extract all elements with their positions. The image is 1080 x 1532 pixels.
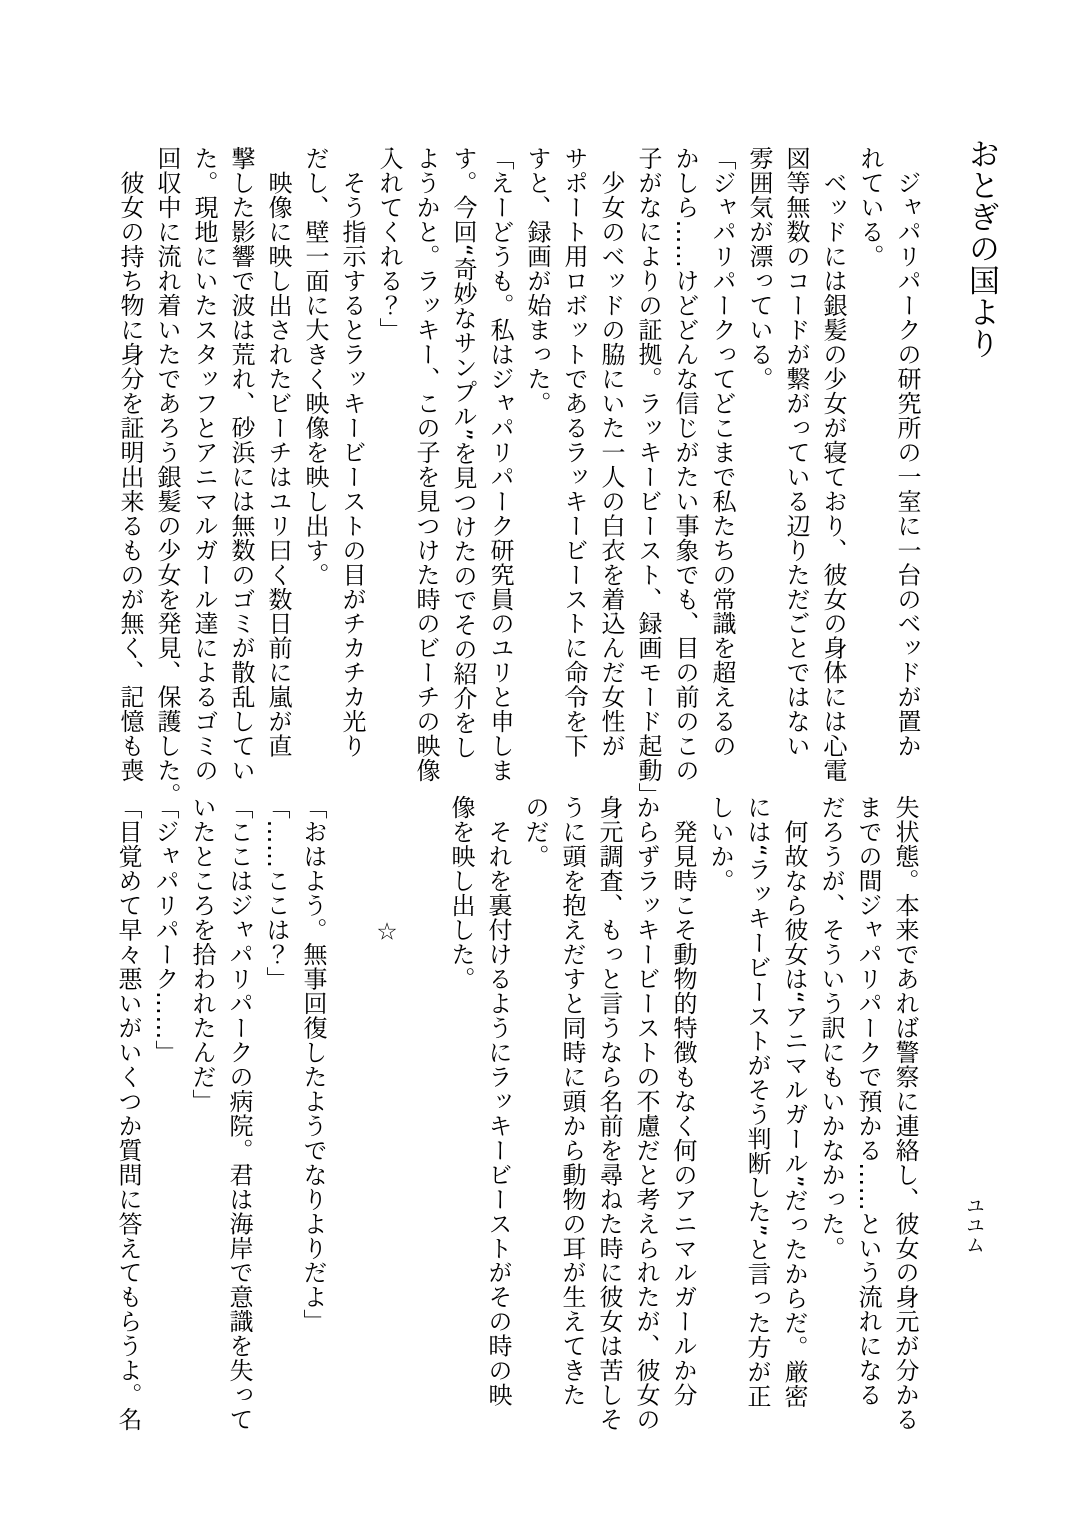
text-column: かしら……けどどんな信じがたい事象でも、目の前のこの xyxy=(671,146,699,783)
text-column: すと、録画が始まった。 xyxy=(523,146,551,416)
text-column: のだ。 xyxy=(521,795,549,869)
text-column: 子がなによりの証拠。ラッキービースト、録画モード起動」 xyxy=(634,146,662,807)
text-column: 彼女の持ち物に身分を証明出来るものが無く、記憶も喪 xyxy=(116,146,144,783)
text-column: までの間ジャパリパークで預かる……という流れになる xyxy=(854,795,882,1407)
text-column: うに頭を抱えだすと同時に頭から動物の耳が生えてきた xyxy=(558,795,586,1407)
text-column: た。現地にいたスタッフとアニマルガール達によるゴミの xyxy=(190,146,218,783)
text-column: からずラッキービーストの不慮だと考えられたが、彼女の xyxy=(632,795,660,1432)
text-column: 身元調査、もっと言うなら名前を尋ねた時に彼女は苦しそ xyxy=(595,795,623,1432)
text-column: 映像に映し出されたビーチはユリ曰く数日前に嵐が直 xyxy=(264,146,292,758)
text-column: 発見時こそ動物的特徴もなく何のアニマルガールか分 xyxy=(669,795,697,1407)
text-column: 回収中に流れ着いたであろう銀髪の少女を発見、保護した。 xyxy=(153,146,181,807)
text-column: ようかと。ラッキー、この子を見つけた時のビーチの映像 xyxy=(412,146,440,783)
text-column xyxy=(405,795,442,1425)
text-column: それを裏付けるようにラッキービーストがその時の映 xyxy=(484,795,512,1407)
text-column: 「ここはジャパリパークの病院。君は海岸で意識を失って xyxy=(225,795,253,1432)
author-name: ユユム xyxy=(963,1196,985,1255)
text-column: しいか。 xyxy=(706,795,734,893)
text-column: ベッドには銀髪の少女が寝ており、彼女の身体には心電 xyxy=(819,146,847,783)
text-column: 「えーどうも。私はジャパリパーク研究員のユリと申しま xyxy=(486,146,514,783)
text-column: そう指示するとラッキービーストの目がチカチカ光り xyxy=(338,146,366,758)
text-column: れている。 xyxy=(856,146,884,269)
text-column: 失状態。本来であれば警察に連絡し、彼女の身元が分かる xyxy=(891,795,919,1432)
text-column: す。今回“奇妙なサンプル”を見つけたのでその紹介をし xyxy=(449,146,477,760)
text-column: 撃した影響で波は荒れ、砂浜には無数のゴミが散乱してい xyxy=(227,146,255,783)
text-column: ジャパリパークの研究所の一室に一台のベッドが置か xyxy=(893,146,921,758)
star-separator-column: ☆ xyxy=(373,795,401,946)
text-block-top xyxy=(111,146,925,807)
text-column: サポート用ロボットであるラッキービーストに命令を下 xyxy=(560,146,588,758)
text-column: だろうが、そういう訳にもいかなかった。 xyxy=(817,795,845,1261)
text-column: 少女のベッドの脇にいた一人の白衣を着込んだ女性が xyxy=(597,146,625,758)
text-block-bottom xyxy=(109,795,923,1432)
text-column: 「ジャパリパークってどこまで私たちの常識を超えるの xyxy=(708,146,736,758)
text-column: 「おはよう。無事回復したようでなりよりだよ」 xyxy=(299,795,327,1334)
text-column: 何故なら彼女は“アニマルガール”だったからだ。厳密 xyxy=(780,795,808,1409)
text-column: 入れてくれる？」 xyxy=(375,146,403,342)
text-column: 図等無数のコードが繋がっている辺りただごとではない xyxy=(782,146,810,758)
text-column: 「……ここは？」 xyxy=(262,795,290,991)
text-column xyxy=(331,795,368,1425)
text-column: だし、壁一面に大きく映像を映し出す。 xyxy=(301,146,329,587)
text-column: 「目覚めて早々悪いがいくつか質問に答えてもらうよ。名 xyxy=(114,795,142,1432)
text-column: 「ジャパリパーク……」 xyxy=(151,795,179,1065)
page-title: おとぎの国より xyxy=(963,138,999,360)
text-column: には“ラッキービーストがそう判断した”と言った方が正 xyxy=(743,795,771,1409)
text-column: いたところを拾われたんだ」 xyxy=(188,795,216,1114)
text-column: 雰囲気が漂っている。 xyxy=(745,146,773,391)
text-column: 像を映し出した。 xyxy=(447,795,475,991)
